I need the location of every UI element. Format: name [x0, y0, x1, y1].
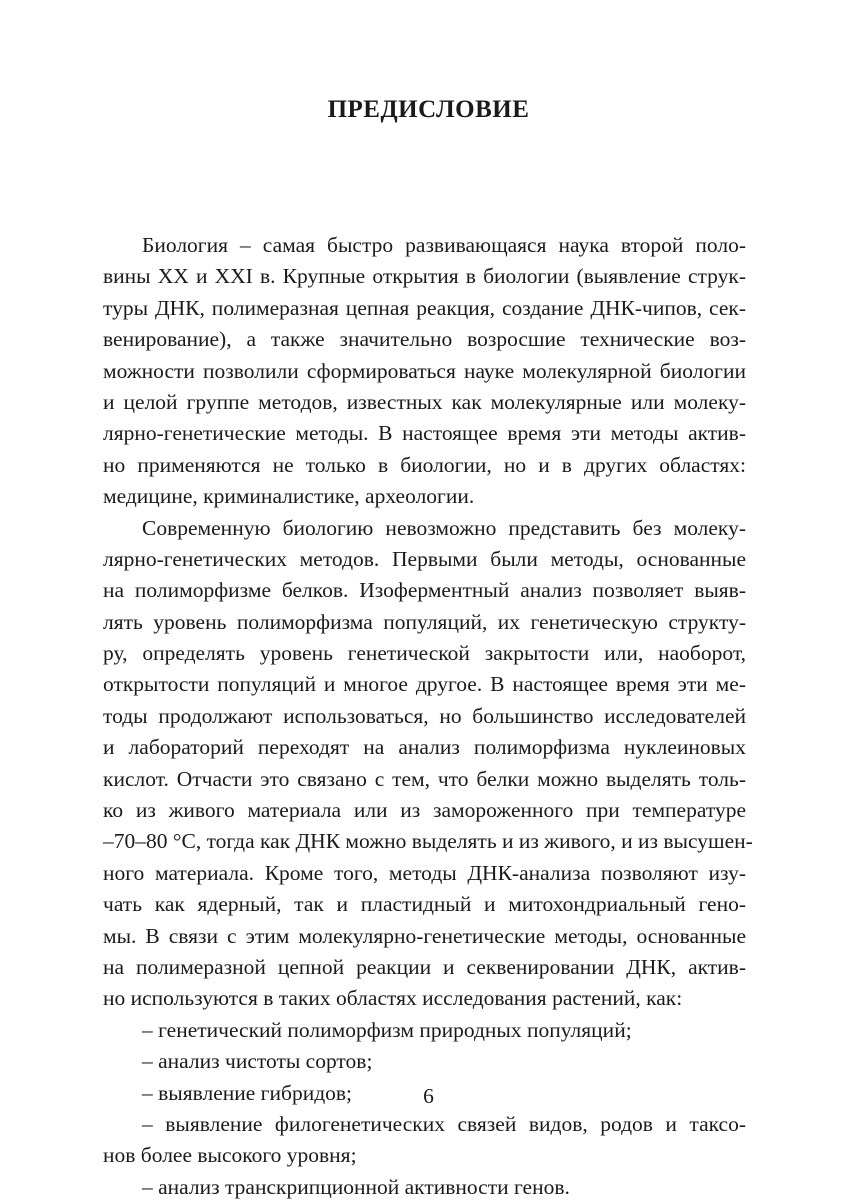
text-line: открытости популяций и многое другое. В настоящее время эти ме-	[103, 672, 746, 697]
text-line: венирование), а также значительно возросшие технические воз-	[103, 327, 746, 352]
text-line: и целой группе методов, известных как молекулярные или молеку-	[103, 389, 746, 414]
text-line: но используются в таких областях исследования растений, как:	[103, 986, 683, 1011]
text-line: тоды продолжают использоваться, но большинство исследователей	[103, 703, 746, 728]
text-line: лярно-генетических методов. Первыми были методы, основанные	[103, 546, 746, 571]
text-line: на полиморфизме белков. Изоферментный анализ позволяет выяв-	[103, 578, 746, 603]
text-line: – генетический полиморфизм природных популяций;	[142, 1017, 632, 1042]
page-title: ПРЕДИСЛОВИЕ	[327, 96, 530, 123]
text-line: и лабораторий переходят на анализ полиморфизма нуклеиновых	[103, 735, 746, 760]
text-line: ного материала. Кроме того, методы ДНК-анализа позволяют изу-	[103, 860, 746, 885]
text-line: чать как ядерный, так и пластидный и митохондриальный гено-	[103, 892, 746, 917]
text-line: можности позволили сформироваться науке молекулярной биологии	[103, 358, 746, 383]
text-line: – анализ чистоты сортов;	[142, 1049, 373, 1074]
text-line: туры ДНК, полимеразная цепная реакция, создание ДНК-чипов, сек-	[103, 295, 746, 320]
text-line: Современную биологию невозможно представить без молеку-	[142, 515, 746, 540]
text-line: – выявление филогенетических связей видов, родов и таксо-	[142, 1111, 746, 1136]
body-text	[103, 230, 753, 1203]
text-line: –70–80 °С, тогда как ДНК можно выделять и из живого, и из высушен-	[103, 829, 753, 854]
text-line: – выявление гибридов;	[142, 1080, 353, 1105]
text-line: вины XX и XXI в. Крупные открытия в биологии (выявление струк-	[103, 264, 746, 289]
text-line: лярно-генетические методы. В настоящее время эти методы актив-	[103, 421, 746, 446]
text-line: ру, определять уровень генетической закрытости или, наоборот,	[103, 641, 746, 666]
text-line: кислот. Отчасти это связано с тем, что белки можно выделять толь-	[103, 766, 746, 791]
text-line: ко из живого материала или из замороженного при температуре	[103, 798, 746, 823]
text-line: медицине, криминалистике, археологии.	[103, 484, 475, 509]
text-line: но применяются не только в биологии, но и в других областях:	[103, 452, 746, 477]
text-line: лять уровень полиморфизма популяций, их генетическую структу-	[103, 609, 746, 634]
text-line: на полимеразной цепной реакции и секвенировании ДНК, актив-	[103, 954, 746, 979]
text-line: нов более высокого уровня;	[103, 1143, 357, 1168]
text-line: – анализ транскрипционной активности генов.	[142, 1174, 570, 1199]
text-line: Биология – самая быстро развивающаяся наука второй поло-	[142, 233, 746, 257]
text-line: мы. В связи с этим молекулярно-генетические методы, основанные	[103, 923, 746, 948]
page-number: 6	[423, 1084, 434, 1108]
